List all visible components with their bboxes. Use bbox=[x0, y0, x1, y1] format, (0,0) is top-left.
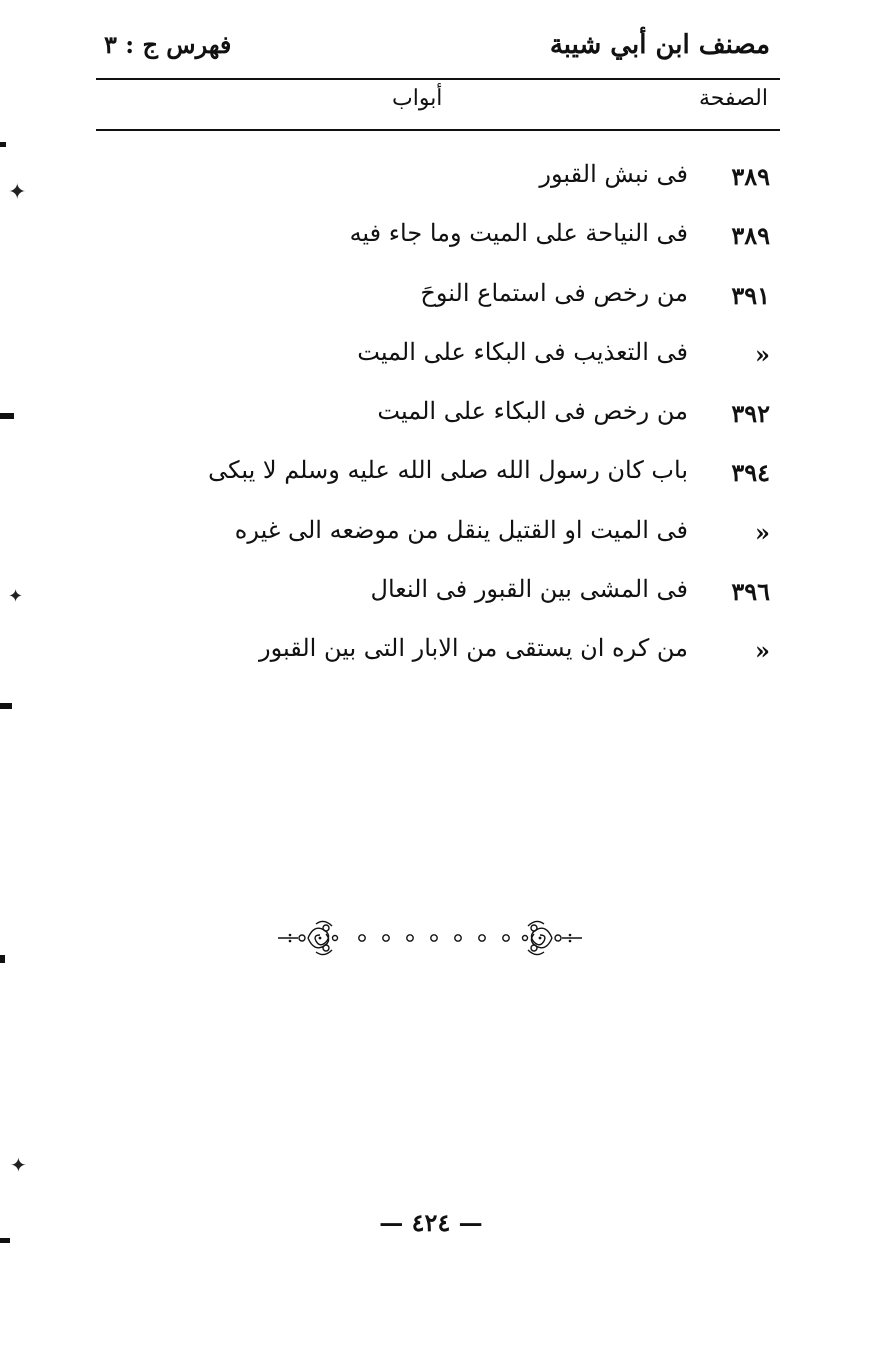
entry-chapter-title: فى التعذيب فى البكاء على الميت bbox=[357, 337, 688, 366]
scan-edge-mark bbox=[0, 142, 6, 147]
entry-ditto-mark: « bbox=[755, 636, 770, 666]
index-volume-label: فهرس ج : ٣ bbox=[104, 30, 232, 59]
index-entry bbox=[200, 516, 770, 575]
entry-ditto-mark: « bbox=[755, 339, 770, 369]
index-entry bbox=[200, 575, 770, 634]
column-header-chapters: أبواب bbox=[392, 86, 443, 111]
running-head bbox=[96, 30, 780, 74]
entry-chapter-title: باب كان رسول الله صلى الله عليه وسلم لا يبكى bbox=[208, 456, 688, 485]
decorative-divider-ornament bbox=[276, 918, 584, 958]
entry-chapter-title: من رخص فى البكاء على الميت bbox=[377, 397, 688, 426]
scan-edge-mark bbox=[0, 955, 5, 963]
entry-chapter-title: فى نبش القبور bbox=[539, 160, 688, 188]
index-entry bbox=[200, 160, 770, 219]
index-entry bbox=[200, 338, 770, 397]
book-title: مصنف ابن أبي شيبة bbox=[549, 30, 770, 60]
index-entry bbox=[200, 279, 770, 338]
entry-page-number: ٣٩٤ bbox=[731, 458, 770, 488]
entry-page-number: ٣٩١ bbox=[731, 280, 770, 310]
scan-edge-star: ✦ bbox=[8, 586, 24, 607]
column-header-page: الصفحة bbox=[698, 86, 768, 111]
entry-chapter-title: من رخص فى استماع النوحَ bbox=[420, 278, 688, 307]
scan-edge-mark bbox=[0, 703, 12, 709]
entry-page-number: ٣٨٩ bbox=[731, 221, 770, 251]
scan-edge-mark bbox=[0, 1238, 10, 1243]
entry-page-number: ٣٩٦ bbox=[731, 577, 770, 607]
scan-edge-mark bbox=[0, 413, 14, 419]
header-top-rule bbox=[96, 78, 780, 80]
page-folio-number: — ٤٢٤ — bbox=[379, 1208, 483, 1237]
header-bottom-rule bbox=[96, 129, 780, 131]
index-entry bbox=[200, 219, 770, 278]
entry-chapter-title: فى النياحة على الميت وما جاء فيه bbox=[349, 219, 688, 248]
index-entry bbox=[200, 634, 770, 693]
index-entry-list bbox=[200, 160, 770, 694]
entry-ditto-mark: « bbox=[755, 517, 770, 547]
scan-edge-star: ✦ bbox=[10, 1153, 27, 1177]
entry-chapter-title: فى الميت او القتيل ينقل من موضعه الى غيره bbox=[234, 515, 688, 544]
index-entry bbox=[200, 456, 770, 515]
scan-edge-star: ✦ bbox=[8, 180, 27, 205]
entry-page-number: ٣٨٩ bbox=[731, 162, 770, 191]
index-entry bbox=[200, 397, 770, 456]
entry-page-number: ٣٩٢ bbox=[731, 399, 770, 429]
entry-chapter-title: فى المشى بين القبور فى النعال bbox=[370, 575, 688, 604]
entry-chapter-title: من كره ان يستقى من الابار التى بين القبور bbox=[259, 634, 688, 663]
